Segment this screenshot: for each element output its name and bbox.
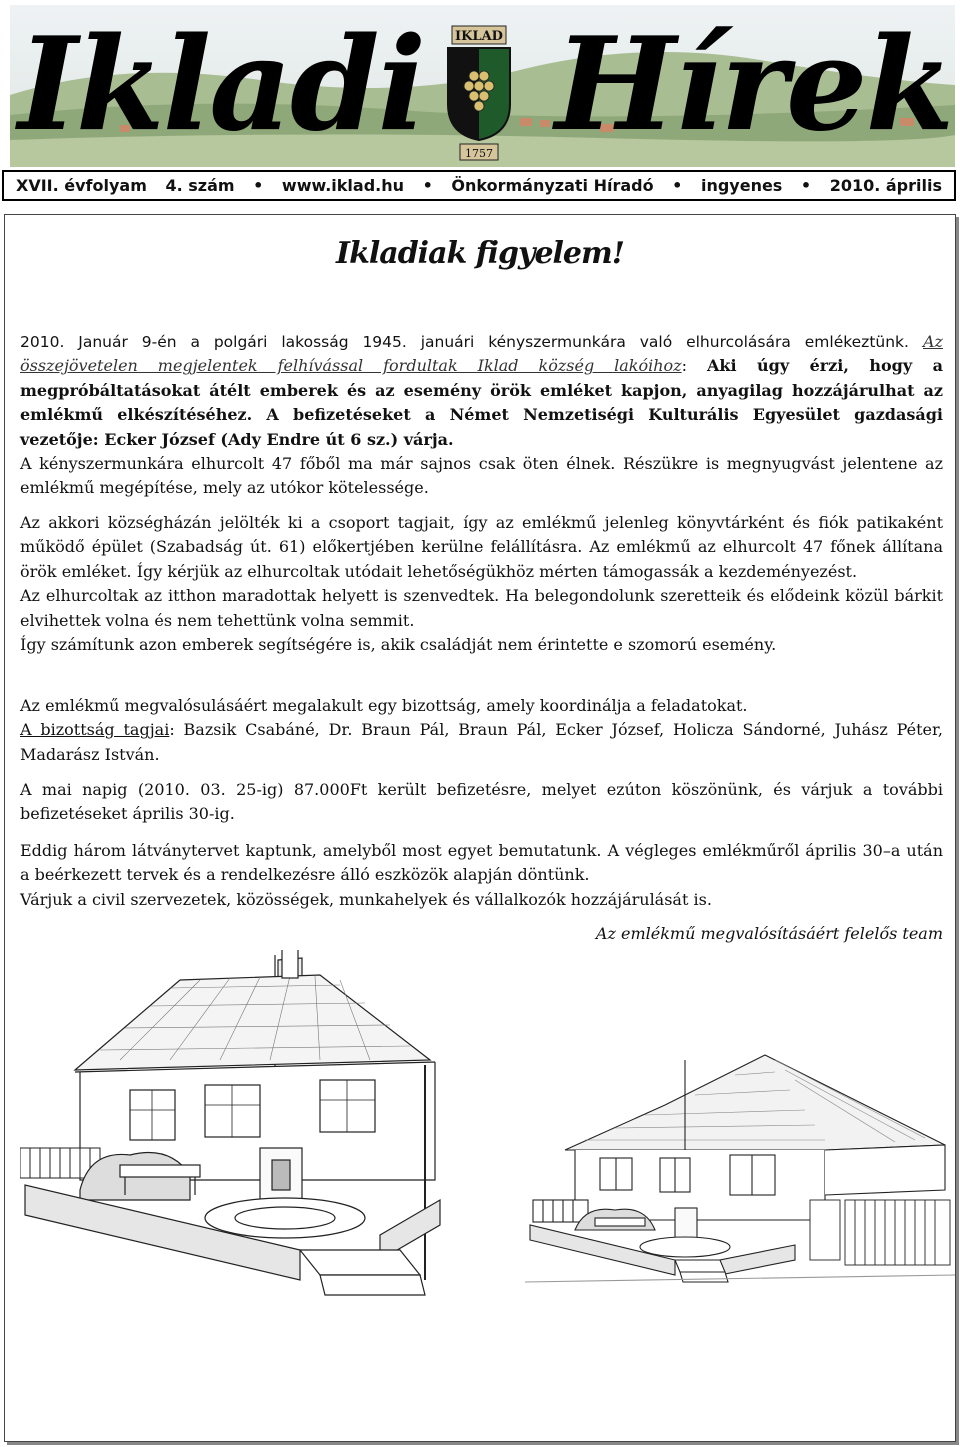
article-paragraph-committee — [20, 694, 943, 767]
volume-label: XVII. évfolyam — [16, 176, 147, 195]
separator-bullet: • — [422, 176, 433, 195]
separator-bullet: • — [672, 176, 683, 195]
masthead-title-right: Hírek — [555, 10, 953, 160]
paragraph-committee-intro: Az emlékmű megvalósulásáért megalakult egy bizottság, amely koordinálja a feladatokat. — [20, 696, 748, 715]
paragraph-plans: Eddig három látványtervet kaptunk, amelyből most egyet bemutatunk. A végleges emlékműről április 30–a után a beérkezett tervek és a rendelkezésre álló eszközök alapján döntünk. — [20, 841, 943, 885]
price-label: ingyenes — [700, 176, 783, 195]
paragraph-support: Így számítunk azon emberek segítségére is, akik családját nem érintette e szomorú esemény. — [20, 635, 777, 655]
paragraph-location: Az akkori községházán jelölték ki a csoport tagjait, így az emlékmű jelenleg könyvtárként és fiók patikaként működő épület (Szabadság út. 61) előkertjében kerülne felállításra. Az emlékmű az elhurcolt 47 főnek állítana örök emléket. Így kérjük az elhurcoltak utódait lehetőségükhöz mérten támogassák a kezdeményezést. — [20, 513, 943, 581]
issue-date: 2010. április — [829, 176, 942, 195]
masthead — [0, 0, 960, 170]
underlined-appeal: Az összejövetelen megjelentek felhívással fordultak Iklad község lakóihoz — [20, 332, 943, 376]
issue-number: 4. szám — [165, 176, 235, 195]
article-paragraph-donations — [20, 778, 943, 827]
memorial-design-corner-view — [525, 1050, 955, 1290]
separator-bullet: • — [253, 176, 264, 195]
article-signature: Az emlékmű megvalósításáért felelős team — [595, 924, 943, 943]
article-paragraph-2 — [20, 511, 943, 657]
paragraph-call: Várjuk a civil szervezetek, közösségek, munkahelyek és vállalkozók hozzájárulását is. — [20, 889, 712, 909]
website-link[interactable]: www.iklad.hu — [281, 176, 405, 195]
paragraph-suffering: Az elhurcoltak az itthon maradottak helyett is szenvedtek. Ha belegondolunk szeretteik és elődeink közül bárkit elvihettek volna és nem tehettünk volna semmit. — [20, 586, 943, 630]
crest-year: 1757 — [465, 147, 493, 160]
bold-appeal: Aki úgy érzi, hogy a megpróbáltatásokat átélt emberek és az esemény örök emléket kapjon, anyagilag hozzájárulhat az emlékmű elkészítéséhez. A befizetéseket a Német Nemzetiségi Kulturális Egyesület gazdasági vezetője: Ecker József (Ady Endre út 6 sz.) várja. — [20, 356, 943, 449]
article-paragraph-plans — [20, 839, 943, 912]
paragraph-survivors: A kényszermunkára elhurcolt 47 főből ma már sajnos csak öten élnek. Részükre is megnyugvást jelentene az emlékmű megépítése, mely az utókor kötelessége. — [20, 454, 943, 498]
committee-label: A bizottság tagjai — [20, 720, 170, 740]
article-headline: Ikladiak figyelem! — [336, 236, 624, 271]
committee-members: : Bazsik Csabáné, Dr. Braun Pál, Braun Pál, Ecker József, Holicza Sándorné, Juhász Péter, Madarász István. — [20, 720, 943, 764]
masthead-title-left: Ikladi — [18, 10, 425, 160]
article-paragraph-1 — [20, 330, 943, 501]
crest-label: IKLAD — [455, 29, 503, 44]
publication-name: Önkormányzati Híradó — [451, 176, 654, 195]
paragraph-donations: A mai napig (2010. 03. 25-ig) 87.000Ft került befizetésre, melyet ezúton köszönünk, és várjuk a további befizetéseket április 30-ig. — [20, 780, 943, 824]
village-crest-icon — [444, 24, 514, 164]
memorial-design-front-view — [20, 950, 490, 1310]
colon-text: : — [681, 356, 707, 376]
issue-info-bar — [2, 170, 956, 201]
separator-bullet: • — [800, 176, 812, 195]
paragraph-intro: 2010. Január 9-én a polgári lakosság 1945. januári kényszermunkára való elhurcolására emlékeztünk. — [20, 333, 909, 351]
